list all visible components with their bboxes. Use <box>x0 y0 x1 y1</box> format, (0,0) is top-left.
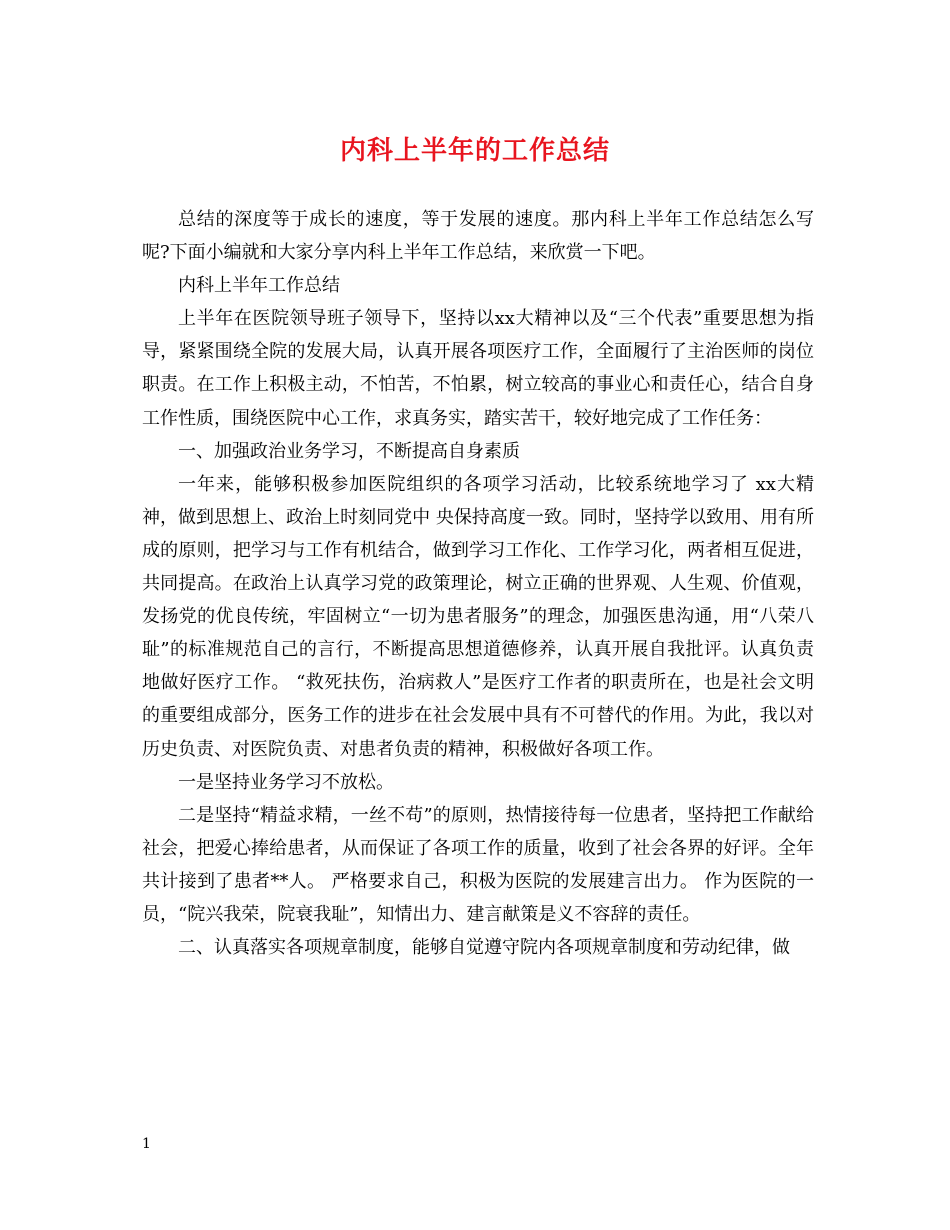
paragraph-intro: 总结的深度等于成长的速度，等于发展的速度。那内科上半年工作总结怎么写呢?下面小编就和大家分享内科上半年工作总结，来欣赏一下吧。 <box>142 209 814 264</box>
paragraph-subtitle: 内科上半年工作总结 <box>178 275 340 297</box>
section-heading-2: 二、认真落实各项规章制度，能够自觉遵守院内各项规章制度和劳动纪律，做 <box>178 937 790 959</box>
paragraph-point-1: 一是坚持业务学习不放松。 <box>178 771 394 793</box>
document-body <box>142 203 814 964</box>
paragraph-overview: 上半年在医院领导班子领导下，坚持以xx大精神以及“三个代表”重要思想为指导，紧紧围绕全院的发展大局，认真开展各项医疗工作，全面履行了主治医师的岗位职责。在工作上积极主动，不怕苦，不怕累，树立较高的事业心和责任心，结合自身工作性质，围绕医院中心工作，求真务实，踏实苦干，较好地完成了工作任务： <box>142 308 814 429</box>
paragraph-study: 一年来，能够积极参加医院组织的各项学习活动，比较系统地学习了 xx大精神，做到思想上、政治上时刻同党中 央保持高度一致。同时，坚持学以致用、用有所成的原则，把学习与工作有机结合，做到学习工作化、工作学习化，两者相互促进，共同提高。在政治上认真学习党的政策理论，树立正确的世界观、人生观、价值观，发扬党的优良传统，牢固树立“一切为患者服务”的理念，加强医患沟通，用“八荣八耻”的标准规范自己的言行，不断提高思想道德修养，认真开展自我批评。认真负责地做好医疗工作。 “救死扶伤，治病救人”是医疗工作者的职责所在，也是社会文明的重要组成部分，医务工作的进步在社会发展中具有不可替代的作用。为此，我以对历史负责、对医院负责、对患者负责的精神，积极做好各项工作。 <box>142 473 814 760</box>
section-heading-1: 一、加强政治业务学习，不断提高自身素质 <box>178 440 520 462</box>
document-title: 内科上半年的工作总结 <box>339 136 610 166</box>
paragraph-point-2: 二是坚持“精益求精，一丝不苟”的原则，热情接待每一位患者，坚持把工作献给社会，把爱心捧给患者，从而保证了各项工作的质量，收到了社会各界的好评。全年共计接到了患者**人。 严格要求自己，积极为医院的发展建言出力。 作为医院的一员，“院兴我荣，院衰我耻”，知情出力、建言献策是义不容辞的责任。 <box>142 804 814 925</box>
page-number: 1 <box>142 1136 151 1152</box>
